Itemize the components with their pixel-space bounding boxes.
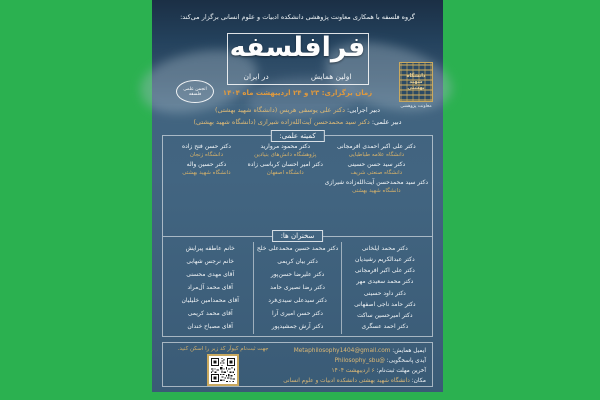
member-name: دکتر سید محمدحسن آیت‌الله‌زاده شیرازی <box>324 179 428 186</box>
contact-label: آیدی پاسخگویی: <box>386 358 426 364</box>
member-affiliation: دانشگاه شهید بهشتی <box>352 188 401 194</box>
qr-caption: جهت ثبت‌نام کیوآر کد زیر را اسکن کنید. <box>177 346 269 352</box>
speaker-item: دکتر آرش جمشیدپور <box>271 323 324 330</box>
contact-value: Metaphilosophy1404@gmail.com <box>293 348 391 354</box>
title-suffix: در ایران <box>243 72 269 81</box>
speaker-item: آقای محمد کریمی <box>187 310 233 317</box>
contact-label: ایمیل همایش: <box>392 348 426 354</box>
committee-member <box>325 161 428 176</box>
speaker-item: دکتر امیرحسین ساکت <box>357 311 413 319</box>
event-date-line: زمان برگزاری: ۲۳ و ۲۴ اردیبهشت ماه ۱۴۰۴ <box>222 89 373 97</box>
committee-header: کمیته علمی: <box>270 130 324 142</box>
contact-label: مکان: <box>411 378 426 384</box>
member-affiliation: دانشگاه اصفهان <box>266 170 304 176</box>
contact-line <box>283 376 426 386</box>
speaker-item: دکتر عبدالکریم رشیدیان <box>355 256 415 264</box>
contact-info <box>283 343 432 386</box>
scientific-secretary-label: دبیر علمی: <box>371 118 402 126</box>
member-name: دکتر حسین واله <box>186 161 227 168</box>
speaker-item: دکتر داود حسینی <box>363 289 406 297</box>
committee-member <box>325 143 428 158</box>
contact-value: @Philosophy_sbu <box>334 358 385 364</box>
philosophy-association-logo: انجمن علمی فلسفه <box>176 80 214 103</box>
committee-member <box>246 143 325 158</box>
registration-block <box>163 343 283 386</box>
speaker-item: دکتر حامد ناجی اصفهانی <box>354 300 416 308</box>
member-affiliation: پژوهشگاه دانش‌های بنیادین <box>254 152 317 158</box>
university-logo-caption: معاونت پژوهشی <box>400 104 432 109</box>
speaker-item: آقای مهدی محسنی <box>186 271 235 278</box>
member-name: دکتر سید حسن حسینی <box>347 161 406 168</box>
committee-member <box>167 143 246 158</box>
committee-member <box>246 161 325 176</box>
footer-section <box>162 342 433 387</box>
contact-label: آخرین مهلت ثبت‌نام: <box>376 368 426 374</box>
speakers-section <box>167 242 428 334</box>
qr-code-pattern <box>211 358 235 382</box>
conference-title: فرافلسفه <box>229 32 366 63</box>
university-logo-block <box>396 62 436 109</box>
scientific-secretary-line <box>152 118 443 126</box>
speaker-item: دکتر حسن امیری آرا <box>272 310 323 317</box>
executive-secretary-label: دبیر اجرایی: <box>347 106 380 114</box>
title-box <box>227 33 369 85</box>
contact-value: دانشگاه شهید بهشتی دانشکده ادبیات و علوم انسانی <box>283 378 410 384</box>
scientific-committee-section <box>162 132 433 337</box>
university-logo: دانشگاه شهید بهشتی <box>399 62 433 102</box>
member-name: دکتر حسن فتح زاده <box>181 143 231 150</box>
conference-poster <box>152 0 443 392</box>
member-affiliation: دانشگاه علامه طباطبایی <box>348 152 405 158</box>
member-name: دکتر امیر احسان کرباسی زاده <box>247 161 323 168</box>
speakers-column-middle <box>253 242 341 334</box>
speaker-item: خانم نرجس شهابی <box>186 258 234 265</box>
member-affiliation: دانشگاه شهید بهشتی <box>182 170 231 176</box>
contact-line <box>283 356 426 366</box>
speaker-item: آقای مصباح خندان <box>187 323 233 330</box>
member-name: دکتر محمود مروارید <box>260 143 311 150</box>
title-prefix: اولین همایش <box>310 72 352 81</box>
speaker-item: دکتر رضا نصیری حامد <box>270 284 325 291</box>
speaker-item: دکتر محمد سعیدی مهر <box>356 278 414 286</box>
speaker-item: آقای محمدامین خلیلیان <box>181 297 239 304</box>
speaker-item: دکتر علی اکبر افرمجانی <box>354 267 415 275</box>
committee-member <box>325 179 428 194</box>
member-affiliation: دانشگاه صنعتی شریف <box>350 170 403 176</box>
speaker-item: دکتر علیرضا حسن‌پور <box>270 271 325 278</box>
executive-secretary-value: دکتر علی یوسفی هریس (دانشگاه شهید بهشتی) <box>215 106 345 114</box>
committee-grid <box>167 143 428 194</box>
speaker-item: آقای محمد آل‌مراد <box>187 284 233 291</box>
speaker-item: دکتر احمد عسگری <box>361 322 409 330</box>
speakers-column-right <box>342 242 428 334</box>
speaker-item: دکتر سیدعلی سیدی‌فرد <box>268 297 327 304</box>
organizer-line: گروه فلسفه با همکاری معاونت پژوهشی دانشکده ادبیات و علوم انسانی برگزار می‌کند: <box>180 13 415 21</box>
executive-secretary-line <box>152 106 443 114</box>
speaker-item: دکتر محمد حسین محمدعلی خلج <box>256 245 339 252</box>
scientific-secretary-value: دکتر سید محمدحسن آیت‌الله‌زاده شیرازی (دانشگاه شهید بهشتی) <box>193 118 370 126</box>
committee-member <box>167 161 246 176</box>
contact-line <box>283 366 426 376</box>
contact-value: ۶ اردیبهشت ۱۴۰۴ <box>331 368 375 374</box>
member-affiliation: دانشگاه زنجان <box>189 152 224 158</box>
speakers-column-left <box>167 242 253 334</box>
contact-line <box>283 346 426 356</box>
photo-header <box>152 0 443 109</box>
member-name: دکتر علی اکبر احمدی افرمجانی <box>337 143 416 150</box>
speaker-item: دکتر محمد ایلخانی <box>361 245 408 252</box>
qr-code <box>207 354 239 386</box>
speaker-item: خانم عاطفه پیرایش <box>185 245 235 252</box>
speakers-header: سخنران ها: <box>272 230 324 242</box>
speaker-item: دکتر بیان کریمی <box>277 258 318 265</box>
